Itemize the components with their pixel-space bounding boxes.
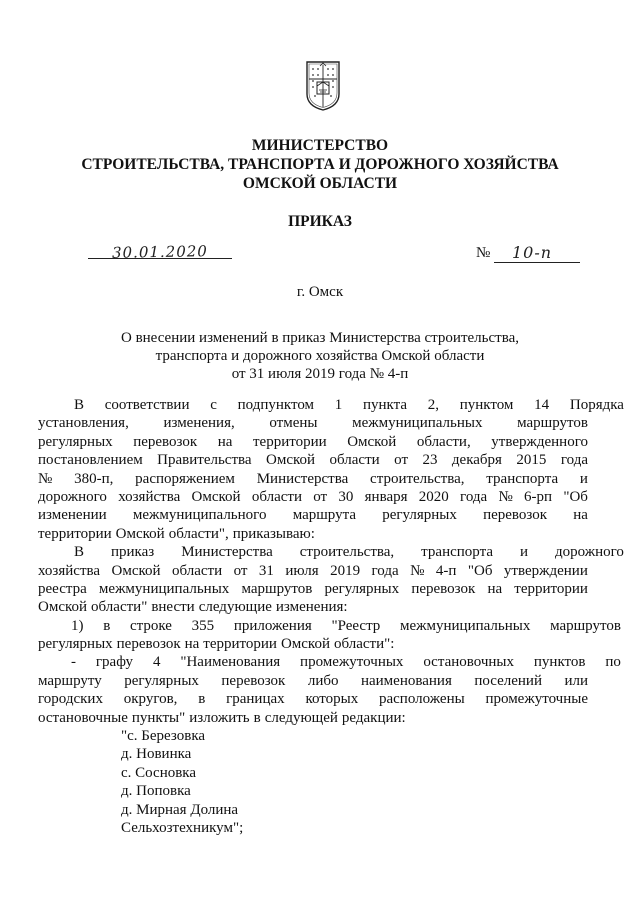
order-date-handwritten: 30.01.2020: [111, 242, 209, 262]
body-line: хозяйства Омской области от 31 июля 2019 года № 4-п "Об утверждении: [38, 562, 588, 579]
date-underline: [88, 258, 232, 259]
body-line: городских округов, в границах которых расположены промежуточные: [38, 691, 588, 708]
ministry-line-2: СТРОИТЕЛЬСТВА, ТРАНСПОРТА И ДОРОЖНОГО ХОЗЯЙСТВА: [81, 156, 559, 173]
subject-line-2: транспорта и дорожного хозяйства Омской области: [155, 348, 485, 364]
body-line: дорожного хозяйства Омской области от 30 января 2020 года № 6-рп "Об: [38, 488, 588, 505]
ministry-name: [60, 136, 580, 193]
body-line: изменении межмуниципального маршрута регулярных перевозок на: [38, 507, 588, 524]
city-name: г. Омск: [296, 284, 344, 300]
stop-line: д. Новинка: [121, 746, 192, 763]
order-subject: [60, 329, 580, 383]
body-line: - графу 4 "Наименования промежуточных остановочных пунктов по: [71, 654, 621, 671]
order-number-handwritten: 10-п: [512, 243, 553, 262]
stop-line: "с. Березовка: [121, 728, 206, 745]
body-line: В приказ Министерства строительства, транспорта и дорожного: [74, 544, 624, 561]
body-line: постановлением Правительства Омской области от 23 декабря 2015 года: [38, 452, 588, 469]
body-line: территории Омской области", приказываю:: [38, 525, 315, 542]
body-line: остановочные пункты" изложить в следующей редакции:: [38, 709, 406, 726]
body-line: регулярных перевозок на территории Омской области":: [38, 636, 395, 653]
order-body: [38, 396, 624, 837]
stop-line: с. Сосновка: [121, 764, 197, 781]
body-line: установления, изменения, отмены межмуниципальных маршрутов: [38, 415, 588, 432]
body-line: В соответствии с подпунктом 1 пункта 2, пунктом 14 Порядка: [74, 397, 624, 413]
subject-line-3: от 31 июля 2019 года № 4-п: [231, 366, 409, 382]
stop-line: Сельхозтехникум";: [121, 819, 244, 836]
stop-line: д. Мирная Долина: [121, 801, 239, 818]
body-line: № 380-п, распоряжением Министерства строительства, транспорта и: [38, 470, 588, 487]
stop-line: д. Поповка: [121, 783, 191, 800]
body-line: регулярных перевозок на территории Омской области, утвержденного: [38, 433, 588, 450]
ministry-line-1: МИНИСТЕРСТВО: [251, 137, 389, 154]
subject-line-1: О внесении изменений в приказ Министерства строительства,: [120, 330, 519, 346]
ministry-line-3: ОМСКОЙ ОБЛАСТИ: [242, 175, 398, 192]
coat-of-arms-icon: [303, 60, 343, 112]
number-underline: [494, 262, 580, 263]
body-line: 1) в строке 355 приложения "Реестр межмуниципальных маршрутов: [71, 617, 621, 634]
order-number-label: №: [476, 245, 491, 261]
body-line: маршруту регулярных перевозок либо наименования поселений или: [38, 672, 588, 689]
body-line: реестра межмуниципальных маршрутов регулярных перевозок на территории: [38, 580, 588, 597]
body-line: Омской области" внести следующие изменения:: [38, 599, 348, 616]
order-title: ПРИКАЗ: [288, 213, 352, 230]
